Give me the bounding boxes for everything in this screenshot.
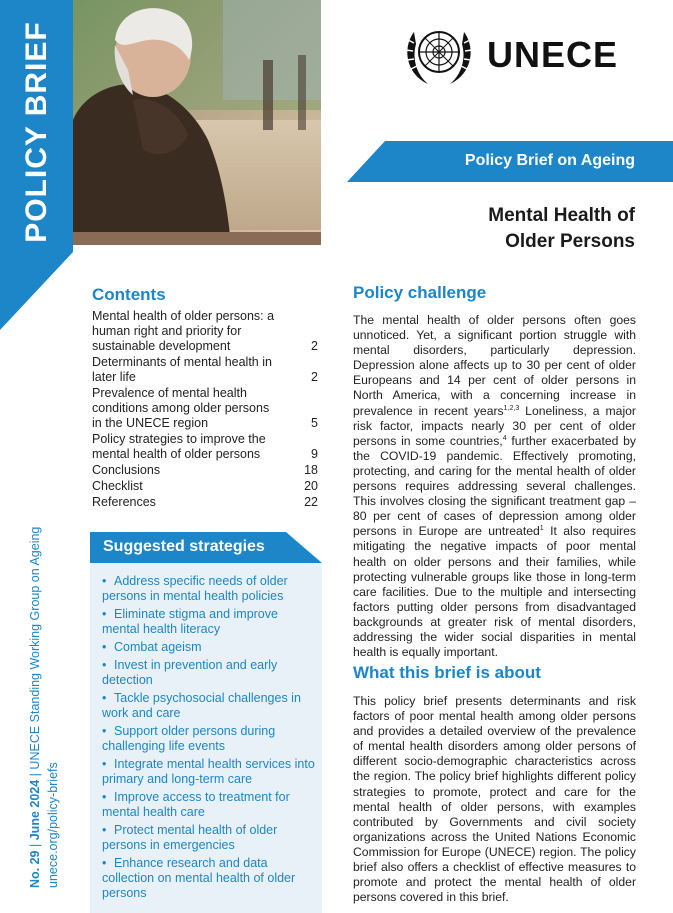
bullet-icon: • [102, 691, 107, 705]
list-item [102, 757, 316, 787]
document-title [488, 203, 635, 255]
strategy-text: Integrate mental health services into primary and long-term care [102, 757, 315, 786]
issue-date: June 2024 [28, 779, 42, 841]
toc-item-title: Prevalence of mental health conditions among older persons in the UNECE region [92, 386, 270, 430]
url-line[interactable] [46, 762, 60, 888]
toc-item-title: Policy strategies to improve the mental health of older persons [92, 432, 266, 461]
toc-item[interactable] [92, 479, 318, 494]
list-item [102, 640, 316, 655]
bullet-icon: • [102, 658, 107, 672]
issue-line [28, 527, 42, 888]
footnote-ref[interactable]: 4 [502, 434, 507, 442]
un-emblem-icon [398, 18, 480, 90]
toc-item-page: 20 [304, 479, 318, 493]
separator: | [28, 773, 42, 777]
table-of-contents [92, 309, 318, 511]
strategy-text: Support older persons during challenging life events [102, 724, 276, 753]
list-item [102, 607, 316, 637]
series-banner [347, 141, 673, 182]
strategy-text: Improve access to treatment for mental health care [102, 790, 290, 819]
toc-item-title: References [92, 495, 156, 509]
toc-item[interactable] [92, 432, 318, 462]
toc-item[interactable] [92, 495, 318, 510]
bullet-icon: • [102, 757, 107, 771]
unece-wordmark: UNECE [487, 34, 619, 75]
hero-photo-older-man [73, 0, 321, 245]
paragraph-part: It also requires mitigating the negative impacts of poor mental health on older persons and their families, while protecting vulnerable groups like those in long-term care facilities. Due to the multiple and intersecting factors putting older persons from disadvantaged backgrounds at greater risk of mental disorders, addressing the wider social disparities in mental health is equally important. [353, 524, 636, 660]
toc-item[interactable] [92, 355, 318, 385]
toc-item-page: 18 [304, 463, 318, 477]
paragraph-part: further exacerbated by the COVID-19 pandemic. Effectively promoting, protecting, and caring for the mental health of older persons requires addressing several challenges. This involves closing the significant treatment gap – 80 per cent of cases of depression among older persons in Europe are untreated [353, 433, 636, 539]
toc-item-page: 9 [311, 447, 318, 461]
strategies-header [90, 532, 322, 563]
footnote-ref[interactable]: 1 [539, 525, 544, 533]
strategy-text: Invest in prevention and early detection [102, 658, 278, 687]
policy-brief-title: POLICY BRIEF [20, 21, 53, 243]
toc-item-title: Conclusions [92, 463, 161, 477]
list-item [102, 574, 316, 604]
toc-item-title: Determinants of mental health in later life [92, 355, 272, 384]
strategy-text: Combat ageism [114, 640, 202, 654]
list-item [102, 658, 316, 688]
issue-number: No. 29 [28, 850, 42, 888]
separator: | [28, 843, 42, 847]
toc-item[interactable] [92, 463, 318, 478]
series-title: Policy Brief on Ageing [464, 152, 635, 169]
issue-info [0, 520, 73, 900]
paragraph-part: Loneliness, a major risk factor, impacts nearly 30 per cent of older persons in some countries, [353, 403, 636, 448]
strategies-heading: Suggested strategies [103, 538, 265, 555]
strategy-text: Protect mental health of older persons in emergencies [102, 823, 278, 852]
title-line-2: Older Persons [505, 231, 635, 252]
strategy-text: Eliminate stigma and improve mental health literacy [102, 607, 278, 636]
title-line-1: Mental Health of [488, 205, 635, 226]
list-item [102, 691, 316, 721]
policy-challenge-text [353, 313, 636, 660]
working-group: UNECE Standing Working Group on Ageing [28, 526, 42, 770]
bullet-icon: • [102, 640, 107, 654]
toc-item-page: 5 [311, 416, 318, 430]
list-item [102, 823, 316, 853]
toc-item[interactable] [92, 386, 318, 431]
toc-item-title: Mental health of older persons: a human right and priority for sustainable development [92, 309, 275, 353]
policy-brief-label [0, 0, 73, 250]
policy-challenge-heading: Policy challenge [353, 283, 487, 302]
about-text: This policy brief presents determinants and risk factors of poor mental health among older persons and provides a detailed overview of the prevalence of mental health disorders among older persons of different socio-demographic characteristics across the region. The policy brief highlights different policy strategies to promote, protect and care for the mental health of older persons, with examples contributed by Governments and civil society organizations across the United Nations Economic Commission for Europe (UNECE) region. The policy brief also offers a checklist of effective measures to promote and protect the mental health of older persons covered in this brief. [353, 694, 636, 905]
bullet-icon: • [102, 607, 107, 621]
policy-briefs-link[interactable]: unece.org/policy-briefs [46, 762, 60, 888]
bullet-icon: • [102, 823, 107, 837]
footnote-ref[interactable]: 1,2,3 [503, 404, 520, 412]
bullet-icon: • [102, 790, 107, 804]
toc-item-page: 2 [311, 370, 318, 384]
strategy-text: Tackle psychosocial challenges in work and care [102, 691, 301, 720]
bullet-icon: • [102, 724, 107, 738]
list-item [102, 724, 316, 754]
toc-item-page: 22 [304, 495, 318, 509]
strategy-list [102, 574, 316, 904]
toc-item-title: Checklist [92, 479, 143, 493]
bullet-icon: • [102, 856, 107, 870]
toc-item-page: 2 [311, 339, 318, 353]
contents-heading: Contents [92, 285, 166, 304]
bullet-icon: • [102, 574, 107, 588]
strategy-text: Enhance research and data collection on mental health of older persons [102, 856, 296, 900]
toc-item[interactable] [92, 309, 318, 354]
about-heading: What this brief is about [353, 663, 541, 682]
strategy-text: Address specific needs of older persons in mental health policies [102, 574, 288, 603]
paragraph-part: The mental health of older persons often goes unnoticed. Yet, a significant portion struggle with mental disorders, particularly depression. Depression alone affects up to 30 per cent of older Europeans and 14 per cent of older persons in North America, with a concerning increase in prevalence in recent years [353, 313, 636, 418]
list-item [102, 856, 316, 901]
list-item [102, 790, 316, 820]
